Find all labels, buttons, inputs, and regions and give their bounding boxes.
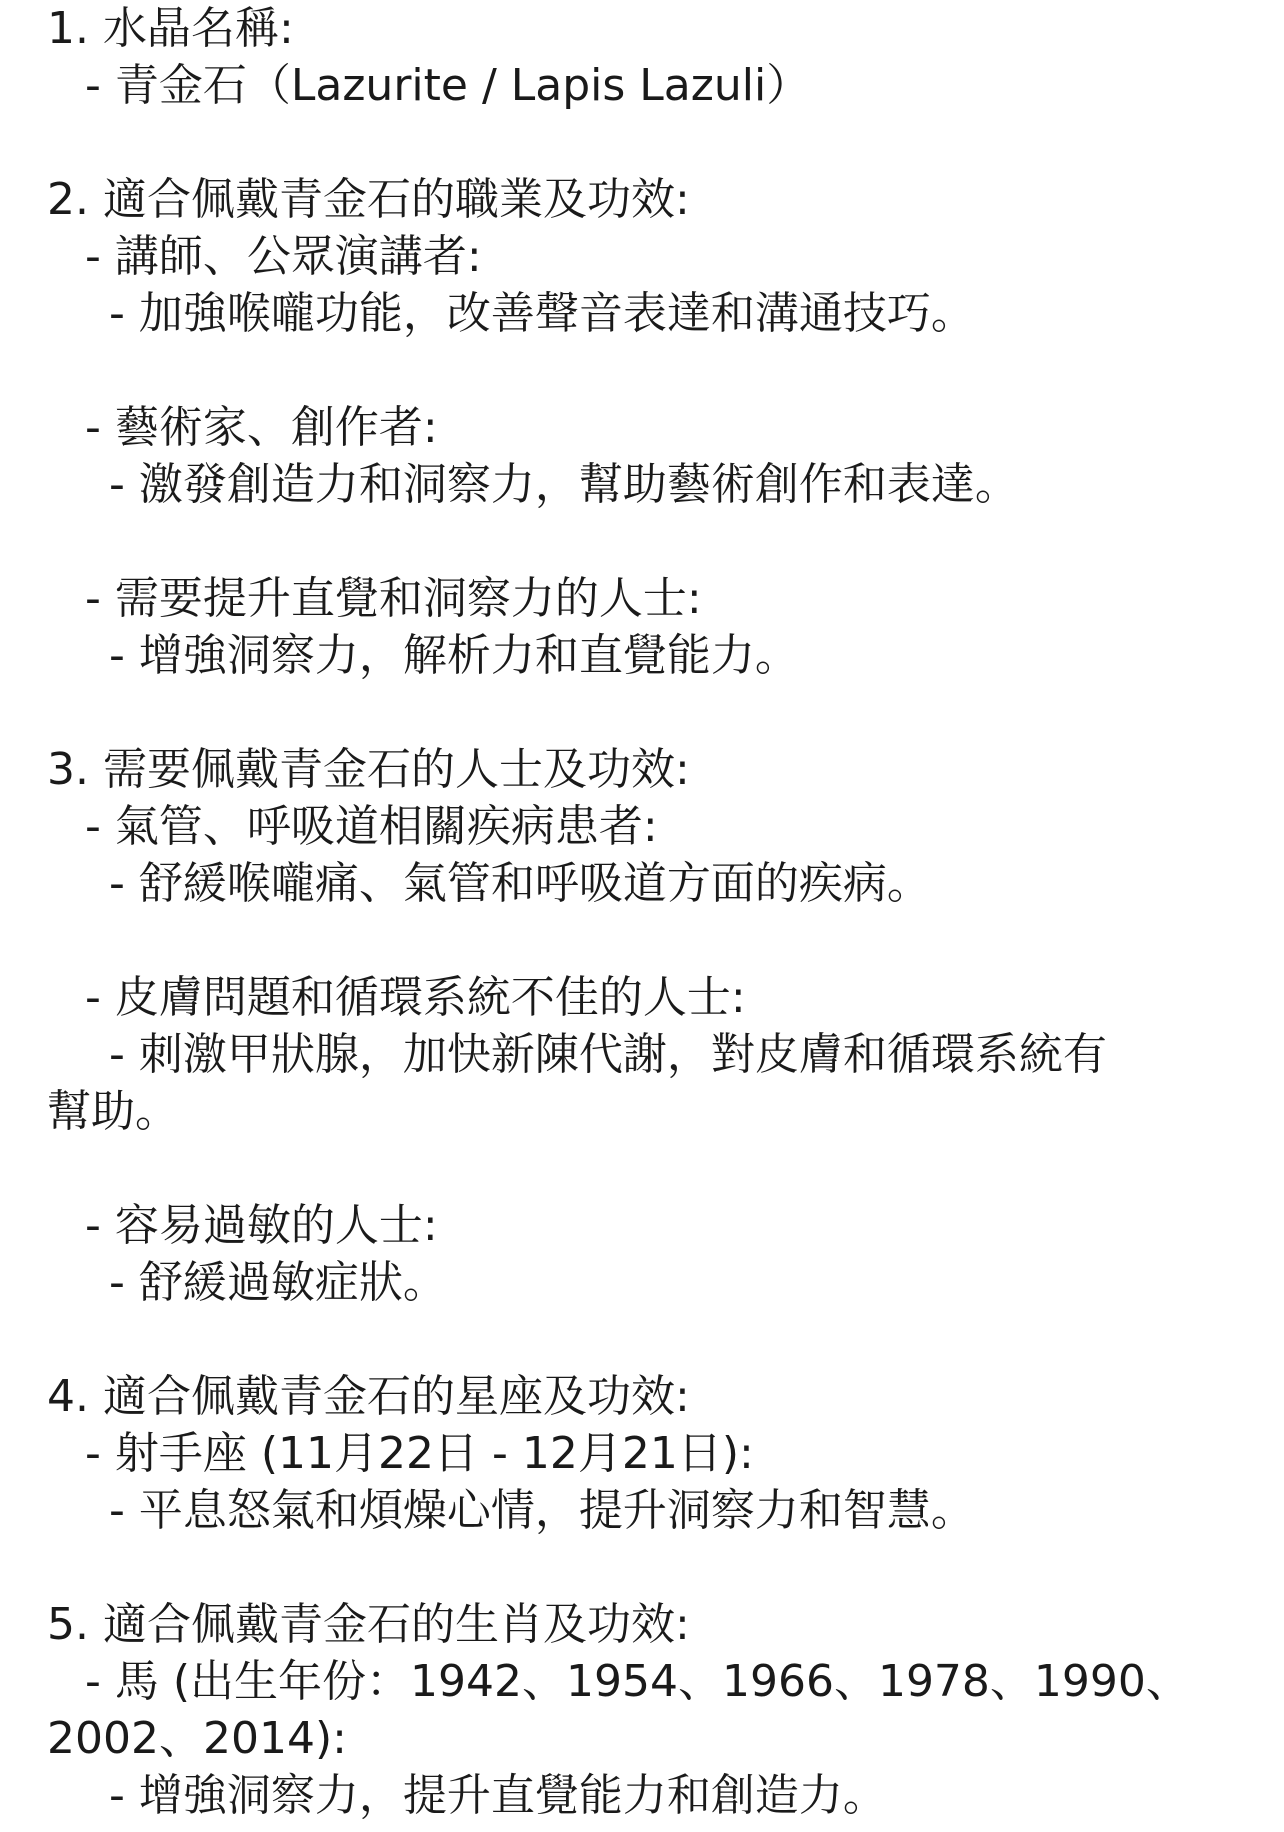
sub-list-item: - 舒緩過敏症狀。 xyxy=(109,1257,447,1308)
list-item: - 藝術家、創作者: xyxy=(85,402,438,453)
section-heading: 3. 需要佩戴青金石的人士及功效: xyxy=(47,744,690,795)
section-heading: 2. 適合佩戴青金石的職業及功效: xyxy=(47,174,690,225)
blank-line xyxy=(47,1539,1247,1596)
list-item: - 馬 (出生年份：1942、1954、1966、1978、1990、 xyxy=(85,1656,1190,1707)
wrapped-line: 幫助。 xyxy=(47,1086,179,1137)
list-item: - 容易過敏的人士: xyxy=(85,1200,438,1251)
sub-list-item: - 刺激甲狀腺，加快新陳代謝，對皮膚和循環系統有 xyxy=(109,1029,1107,1080)
sub-list-item: - 增強洞察力，解析力和直覺能力。 xyxy=(109,630,799,681)
sub-list-item: - 增強洞察力，提升直覺能力和創造力。 xyxy=(109,1770,887,1821)
list-item: - 講師、公眾演講者: xyxy=(85,231,482,282)
section-heading: 1. 水晶名稱: xyxy=(47,3,294,54)
blank-line xyxy=(47,912,1247,969)
sub-list-item: - 激發創造力和洞察力，幫助藝術創作和表達。 xyxy=(109,459,1019,510)
blank-line xyxy=(47,1311,1247,1368)
blank-line xyxy=(47,114,1247,171)
list-item: - 皮膚問題和循環系統不佳的人士: xyxy=(85,972,746,1023)
wrapped-line: 2002、2014): xyxy=(47,1713,347,1764)
blank-line xyxy=(47,342,1247,399)
sub-list-item: - 舒緩喉嚨痛、氣管和呼吸道方面的疾病。 xyxy=(109,858,931,909)
blank-line xyxy=(47,684,1247,741)
list-item: - 氣管、呼吸道相關疾病患者: xyxy=(85,801,658,852)
section-heading: 5. 適合佩戴青金石的生肖及功效: xyxy=(47,1599,690,1650)
sub-list-item: - 平息怒氣和煩燥心情，提升洞察力和智慧。 xyxy=(109,1485,975,1536)
list-item: - 青金石（Lazurite / Lapis Lazuli） xyxy=(85,60,811,111)
list-item: - 射手座 (11月22日 - 12月21日): xyxy=(85,1428,754,1479)
sub-list-item: - 加強喉嚨功能，改善聲音表達和溝通技巧。 xyxy=(109,288,975,339)
list-item: - 需要提升直覺和洞察力的人士: xyxy=(85,573,702,624)
section-heading: 4. 適合佩戴青金石的星座及功效: xyxy=(47,1371,690,1422)
document-body xyxy=(47,0,1247,1824)
blank-line xyxy=(47,513,1247,570)
blank-line xyxy=(47,1140,1247,1197)
